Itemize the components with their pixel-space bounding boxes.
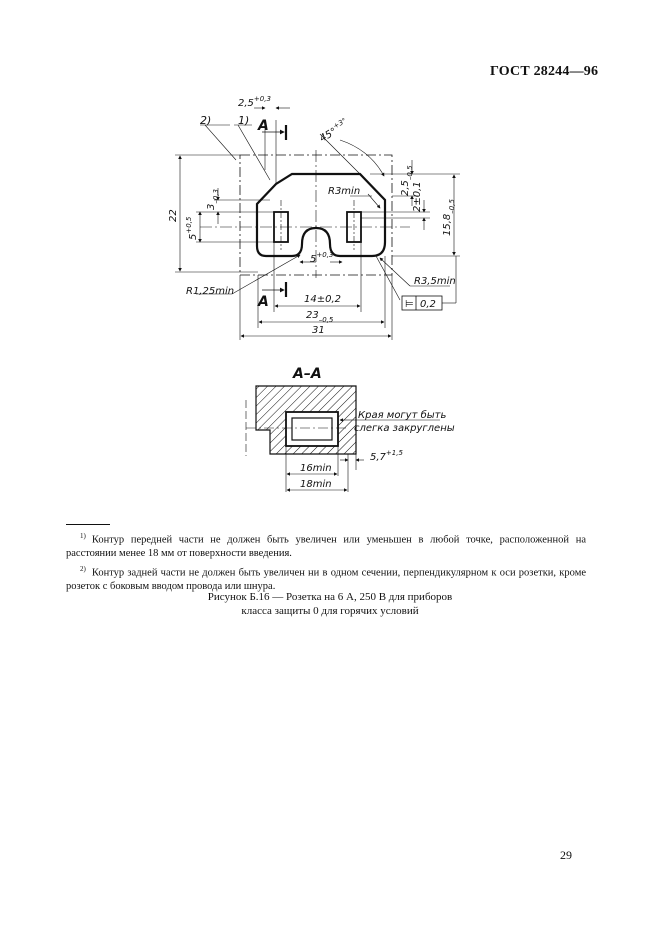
dim-31: 31 bbox=[312, 325, 325, 336]
dim-15-8: $15,8_{-0,5}$ bbox=[442, 199, 456, 236]
dim-18min: 18min bbox=[300, 479, 332, 490]
section-view bbox=[246, 386, 440, 492]
section-arrow-bottom: A bbox=[258, 294, 269, 310]
dim-5-7: $5,7^{+1,5}$ bbox=[370, 449, 403, 463]
contour-label-2: 2) bbox=[200, 114, 212, 127]
section-note-line1: Края могут быть bbox=[358, 410, 447, 421]
flatness-symbol: ⊨ bbox=[405, 299, 414, 310]
section-arrow-top: A bbox=[258, 118, 269, 134]
front-view bbox=[175, 108, 460, 340]
dim-5: $5^{+0,5}$ bbox=[185, 216, 199, 240]
footnote-1: $^{1)}$ Контур передней части не должен быть увеличен или уменьшен в любой точке, расположенной на расстоянии менее 18 мм от поверхности введения. bbox=[66, 532, 586, 559]
dim-2: 2±0,1 bbox=[412, 181, 423, 212]
caption-line-2: класса защиты 0 для горячих условий bbox=[241, 605, 419, 617]
dim-16min: 16min bbox=[300, 463, 332, 474]
section-title: A–A bbox=[293, 366, 322, 382]
dim-angle: 45°$^{+3^\circ}$ bbox=[318, 116, 348, 145]
dim-r3: R3min bbox=[328, 186, 361, 197]
flatness-value: 0,2 bbox=[420, 299, 436, 310]
dim-14: 14±0,2 bbox=[304, 294, 342, 305]
section-note-line2: слегка закруглены bbox=[354, 423, 455, 434]
dim-2-5-right: $2,5_{-0,5}$ bbox=[400, 165, 414, 196]
dim-5-bottom: $5^{+0,3}$ bbox=[310, 251, 334, 265]
dim-22: 22 bbox=[168, 209, 179, 222]
footnotes bbox=[66, 530, 586, 595]
dim-r125: R1,25min bbox=[186, 286, 235, 297]
dim-top: $2,5^{+0,3}$ bbox=[238, 95, 271, 109]
footnote-rule bbox=[66, 524, 110, 525]
contour-label-1: 1) bbox=[238, 114, 250, 127]
caption-line-1: Рисунок Б.16 — Розетка на 6 А, 250 В для приборов bbox=[207, 591, 453, 603]
dim-23: $23_{-0,5}$ bbox=[306, 310, 334, 324]
standard-code: ГОСТ 28244—96 bbox=[490, 64, 599, 79]
footnote-2: $^{2)}$ Контур задней части не должен быть увеличен ни в одном сечении, перпендикулярном к оси розетки, кроме розеток с боковым вводом провода или шнура. bbox=[66, 564, 586, 592]
socket-outline bbox=[257, 174, 385, 256]
page-number: 29 bbox=[560, 848, 572, 862]
dim-3: $3_{-0,3}$ bbox=[206, 188, 220, 210]
dim-r35: R3,5min bbox=[414, 276, 456, 287]
figure-caption bbox=[160, 590, 500, 618]
